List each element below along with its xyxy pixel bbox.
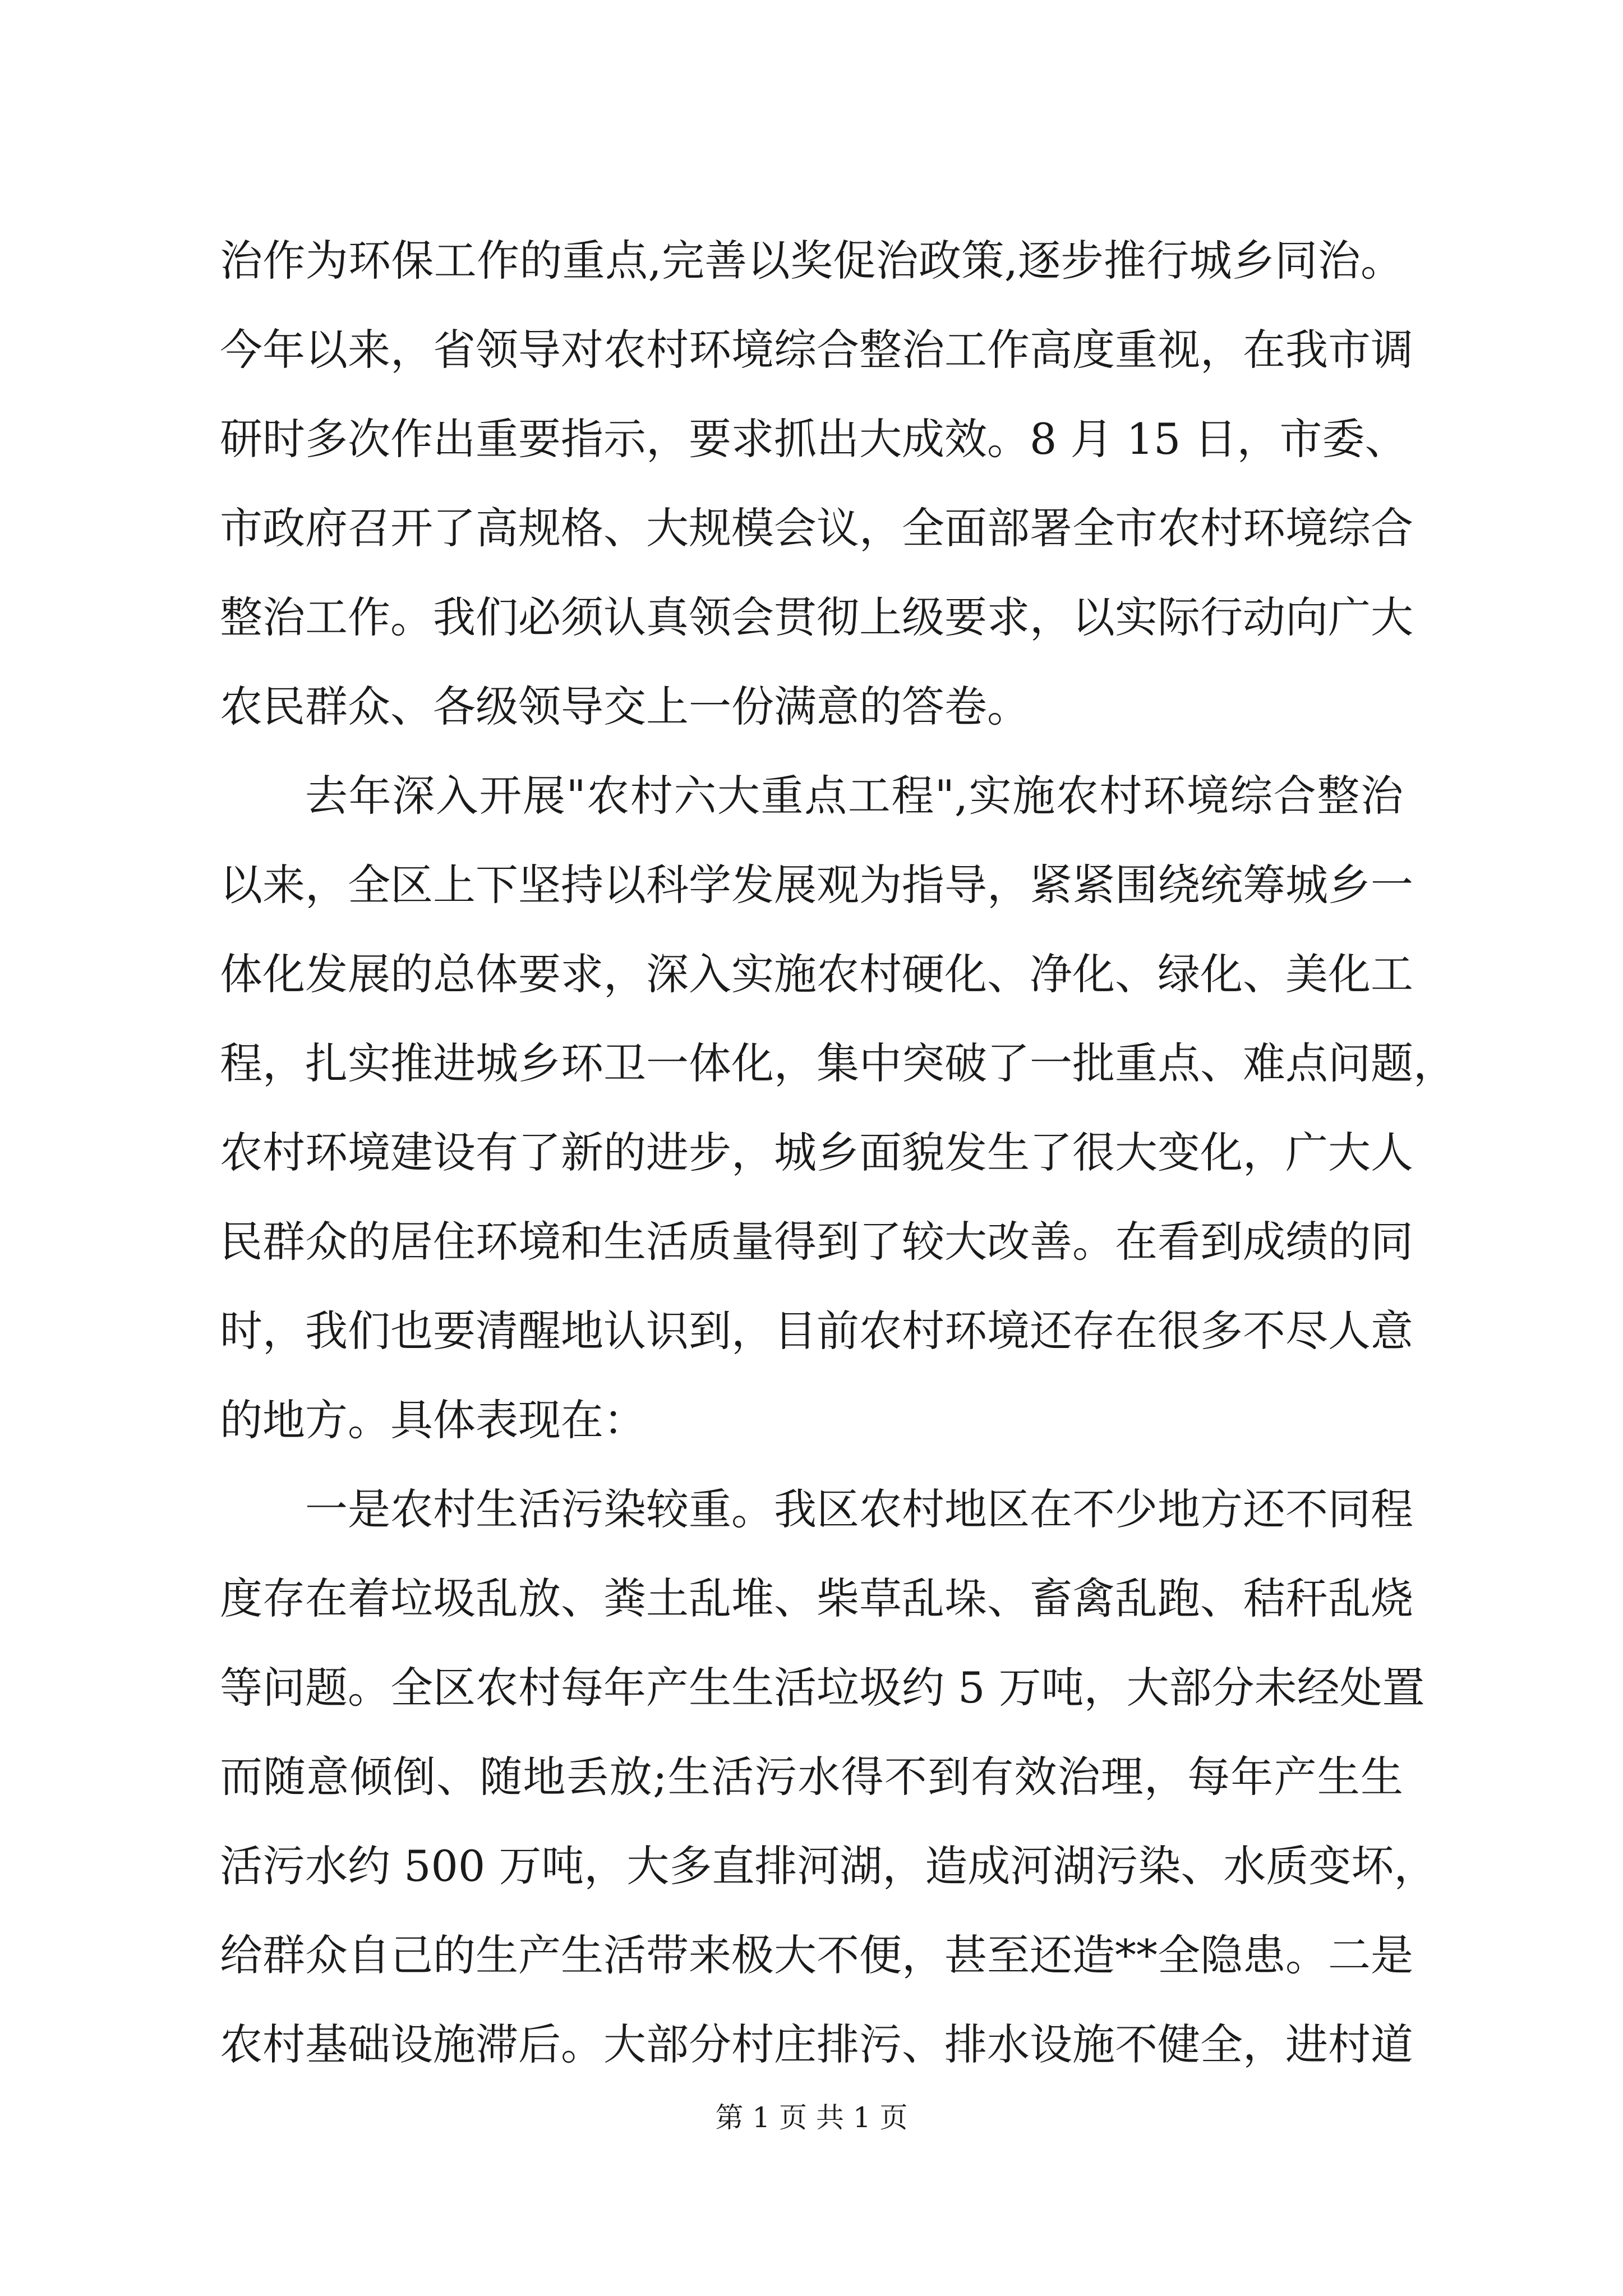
text-line: 农民群众、各级领导交上一份满意的答卷。 [220, 682, 1030, 731]
text-line: 民群众的居住环境和生活质量得到了较大改善。在看到成绩的同 [220, 1217, 1413, 1267]
text-line: 今年以来，省领导对农村环境综合整治工作高度重视，在我市调 [220, 325, 1413, 375]
text-line: 活污水约 500 万吨，大多直排河湖，造成河湖污染、水质变坏， [220, 1841, 1437, 1891]
text-line: 时，我们也要清醒地认识到，目前农村环境还存在很多不尽人意 [220, 1306, 1413, 1356]
text-line: 一是农村生活污染较重。我区农村地区在不少地方还不同程 [305, 1484, 1413, 1534]
text-line: 农村环境建设有了新的进步，城乡面貌发生了很大变化，广大人 [220, 1128, 1413, 1177]
text-line: 市政府召开了高规格、大规模会议，全面部署全市农村环境综合 [220, 503, 1413, 553]
text-line: 体化发展的总体要求，深入实施农村硬化、净化、绿化、美化工 [220, 949, 1413, 999]
paragraph [220, 216, 1413, 751]
page-footer: 第 1 页 共 1 页 [715, 2101, 908, 2134]
text-line: 而随意倾倒、随地丢放;生活污水得不到有效治理，每年产生生 [220, 1752, 1403, 1802]
text-line: 农村基础设施滞后。大部分村庄排污、排水设施不健全，进村道 [220, 2019, 1413, 2069]
text-line: 的地方。具体表现在： [220, 1395, 646, 1445]
text-line: 治作为环保工作的重点,完善以奖促治政策,逐步推行城乡同治。 [220, 236, 1403, 286]
text-line: 等问题。全区农村每年产生生活垃圾约 5 万吨，大部分未经处置 [220, 1663, 1425, 1713]
document-body [220, 216, 1456, 2089]
text-line: 整治工作。我们必须认真领会贯彻上级要求，以实际行动向广大 [220, 592, 1413, 642]
text-line: 度存在着垃圾乱放、粪土乱堆、柴草乱垛、畜禽乱跑、秸秆乱烧 [220, 1573, 1413, 1623]
paragraph [220, 751, 1456, 1465]
text-line: 研时多次作出重要指示，要求抓出大成效。8 月 15 日，市委、 [220, 414, 1408, 464]
text-line: 以来，全区上下坚持以科学发展观为指导，紧紧围绕统筹城乡一 [220, 860, 1413, 910]
text-line: 程，扎实推进城乡环卫一体化，集中突破了一批重点、难点问题， [220, 1038, 1456, 1088]
text-line: 给群众自己的生产生活带来极大不便，甚至还造**全隐患。二是 [220, 1930, 1413, 1980]
text-line: 去年深入开展"农村六大重点工程",实施农村环境综合整治 [305, 771, 1403, 821]
paragraph [220, 1465, 1437, 2089]
